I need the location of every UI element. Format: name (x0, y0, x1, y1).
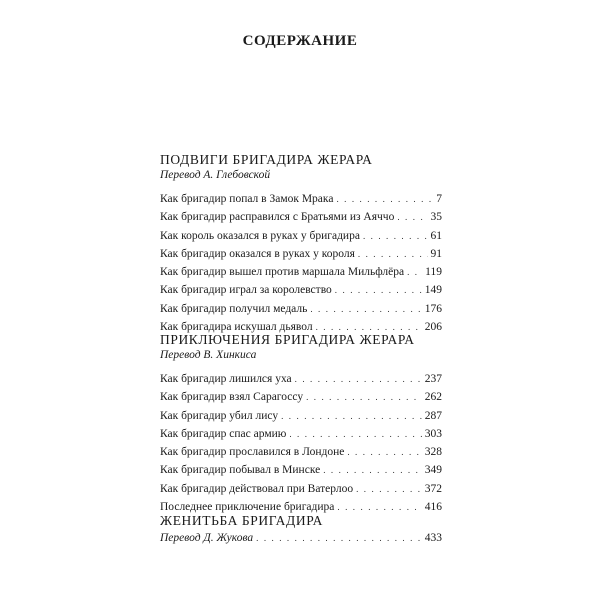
entry-title: Как бригадир получил медаль (160, 302, 308, 315)
toc-entry[interactable] (160, 443, 442, 461)
entry-page: 176 (424, 302, 442, 315)
entry-page: 91 (430, 247, 442, 260)
entry-title: Как бригадир действовал при Ватерлоо (160, 482, 354, 495)
entry-title: Как бригадир спас армию (160, 427, 287, 440)
entry-title: Как бригадир оказался в руках у короля (160, 247, 355, 260)
entry-page: 303 (424, 427, 442, 440)
toc-entry[interactable] (160, 245, 442, 263)
entry-page: 349 (424, 464, 442, 477)
entry-page: 206 (424, 321, 442, 334)
toc-entry[interactable] (160, 407, 442, 425)
entry-title: Как бригадир расправился с Братьями из Аяччо (160, 211, 395, 224)
leader-dots (335, 281, 422, 299)
leader-dots (256, 529, 422, 547)
entry-title: Как бригадир прославился в Лондоне (160, 446, 345, 459)
leader-dots (363, 227, 428, 245)
toc-entry[interactable] (160, 529, 442, 547)
entry-page: 237 (424, 373, 442, 385)
toc-entry[interactable] (160, 281, 442, 299)
toc-entry[interactable] (160, 227, 442, 245)
leader-dots (347, 443, 421, 461)
leader-dots (295, 370, 422, 388)
toc-entry[interactable] (160, 208, 442, 226)
leader-dots (323, 461, 422, 479)
entry-title: Как бригадир вышел против маршала Мильфлёра (160, 266, 405, 279)
entry-page: 262 (424, 391, 442, 404)
toc-section-2 (160, 332, 442, 516)
leader-dots (289, 425, 421, 443)
entry-title: Последнее приключение бригадира (160, 501, 335, 514)
toc-entry[interactable] (160, 263, 442, 281)
toc-entry[interactable] (160, 190, 442, 208)
entry-page: 287 (424, 409, 442, 422)
leader-dots (407, 263, 422, 281)
section-title: ПРИКЛЮЧЕНИЯ БРИГАДИРА ЖЕРАРА (160, 332, 415, 347)
toc-section-3 (160, 513, 442, 547)
entry-title: Как бригадир попал в Замок Мрака (160, 193, 334, 205)
toc-entry[interactable] (160, 300, 442, 318)
toc-entry[interactable] (160, 370, 442, 388)
toc-entry[interactable] (160, 480, 442, 498)
leader-dots (306, 388, 422, 406)
entry-page: 7 (436, 193, 442, 205)
section-title: ЖЕНИТЬБА БРИГАДИРА (160, 513, 323, 528)
toc-entry[interactable] (160, 461, 442, 479)
leader-dots (356, 480, 422, 498)
entry-page: 416 (424, 501, 442, 514)
toc-heading: СОДЕРЖАНИЕ (242, 33, 358, 49)
entry-title: Как бригадир лишился уха (160, 373, 292, 385)
entry-page: 328 (424, 446, 442, 459)
entry-page: 149 (424, 284, 442, 297)
leader-dots (397, 208, 427, 226)
leader-dots (310, 300, 421, 318)
section-translator: Перевод В. Хинкиса (160, 349, 257, 361)
entry-title: Как бригадир убил лису (160, 409, 279, 422)
entry-title: Как бригадир побывал в Минске (160, 464, 321, 477)
entry-page: 119 (425, 266, 442, 279)
leader-dots (336, 190, 433, 208)
entry-title: Как бригадир играл за королевство (160, 284, 332, 297)
leader-dots (358, 245, 428, 263)
toc-entry[interactable] (160, 425, 442, 443)
entry-title: Перевод Д. Жукова (160, 532, 254, 544)
toc-section-1 (160, 152, 442, 336)
entry-page: 61 (430, 229, 442, 242)
entry-title: Как бригадира искушал дьявол (160, 321, 313, 334)
entry-page: 433 (424, 532, 442, 544)
section-translator: Перевод А. Глебовской (160, 169, 271, 181)
toc-entry[interactable] (160, 388, 442, 406)
entry-page: 35 (430, 211, 442, 224)
entry-title: Как бригадир взял Сарагоссу (160, 391, 304, 404)
leader-dots (281, 407, 422, 425)
entry-title: Как король оказался в руках у бригадира (160, 229, 360, 242)
section-title: ПОДВИГИ БРИГАДИРА ЖЕРАРА (160, 152, 373, 167)
entry-page: 372 (424, 482, 442, 495)
